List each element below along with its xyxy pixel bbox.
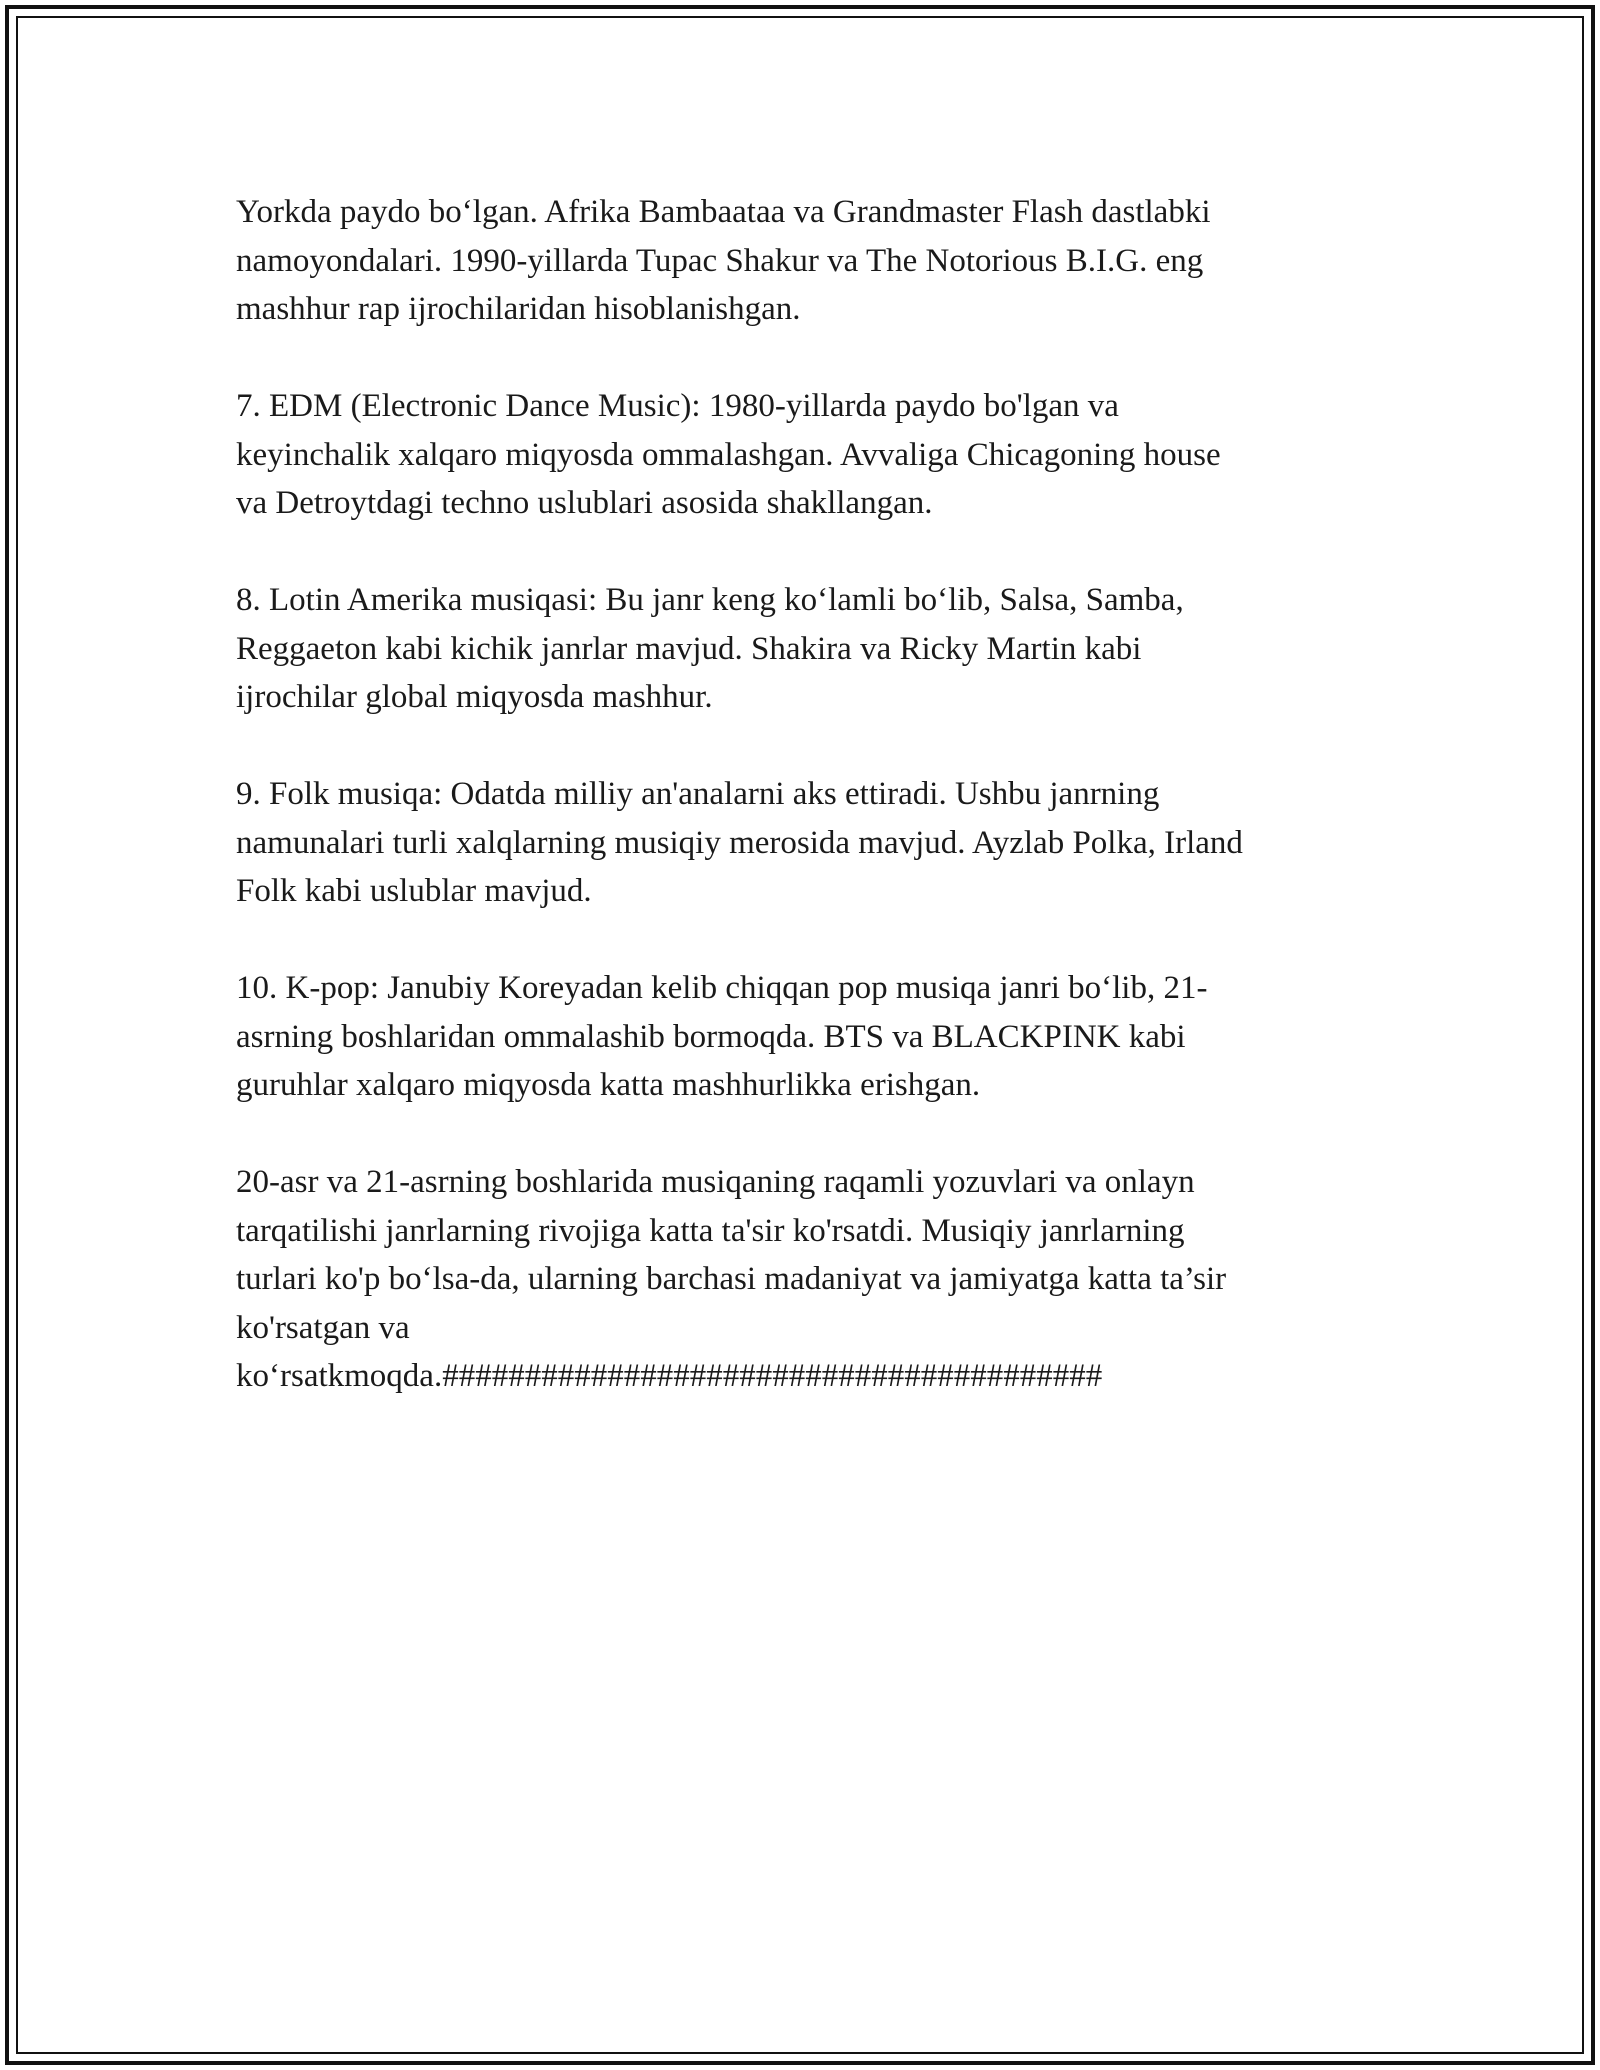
paragraph-conclusion: 20-asr va 21-asrning boshlarida musiqaning raqamli yozuvlari va onlayn tarqatilishi janrlarning rivojiga katta ta'sir ko'rsatdi. Musiqiy janrlarning turlari ko'p bo‘lsa-da, ularning barchasi madaniyat va jamiyatga katta ta’sir ko'rsatgan va ko‘rsatkmoqda.########################################: [236, 1164, 1227, 1394]
paragraph-hiphop-continued: Yorkda paydo bo‘lgan. Afrika Bambaataa va Grandmaster Flash dastlabki namoyondalari. 1990-yillarda Tupac Shakur va The Notorious B.I.G. eng mashhur rap ijrochilaridan hisoblanishgan.: [236, 194, 1211, 327]
paragraph-folk-music: 9. Folk musiqa: Odatda milliy an'analarni aks ettiradi. Ushbu janrning namunalari turli xalqlarning musiqiy merosida mavjud. Ayzlab Polka, Irland Folk kabi uslublar mavjud.: [236, 776, 1243, 909]
paragraph-edm: 7. EDM (Electronic Dance Music): 1980-yillarda paydo bo'lgan va keyinchalik xalqaro miqyosda ommalashgan. Avvaliga Chicagoning house va Detroytdagi techno uslublari asosida shakllangan.: [236, 388, 1221, 521]
document-body: [236, 188, 1376, 1401]
paragraph-kpop: 10. K-pop: Janubiy Koreyadan kelib chiqqan pop musiqa janri bo‘lib, 21- asrning boshlaridan ommalashib bormoqda. BTS va BLACKPINK kabi guruhlar xalqaro miqyosda katta mashhurlikka erishgan.: [236, 970, 1208, 1103]
paragraph-latin-music: 8. Lotin Amerika musiqasi: Bu janr keng ko‘lamli bo‘lib, Salsa, Samba, Reggaeton kabi kichik janrlar mavjud. Shakira va Ricky Martin kabi ijrochilar global miqyosda mashhur.: [236, 582, 1184, 715]
